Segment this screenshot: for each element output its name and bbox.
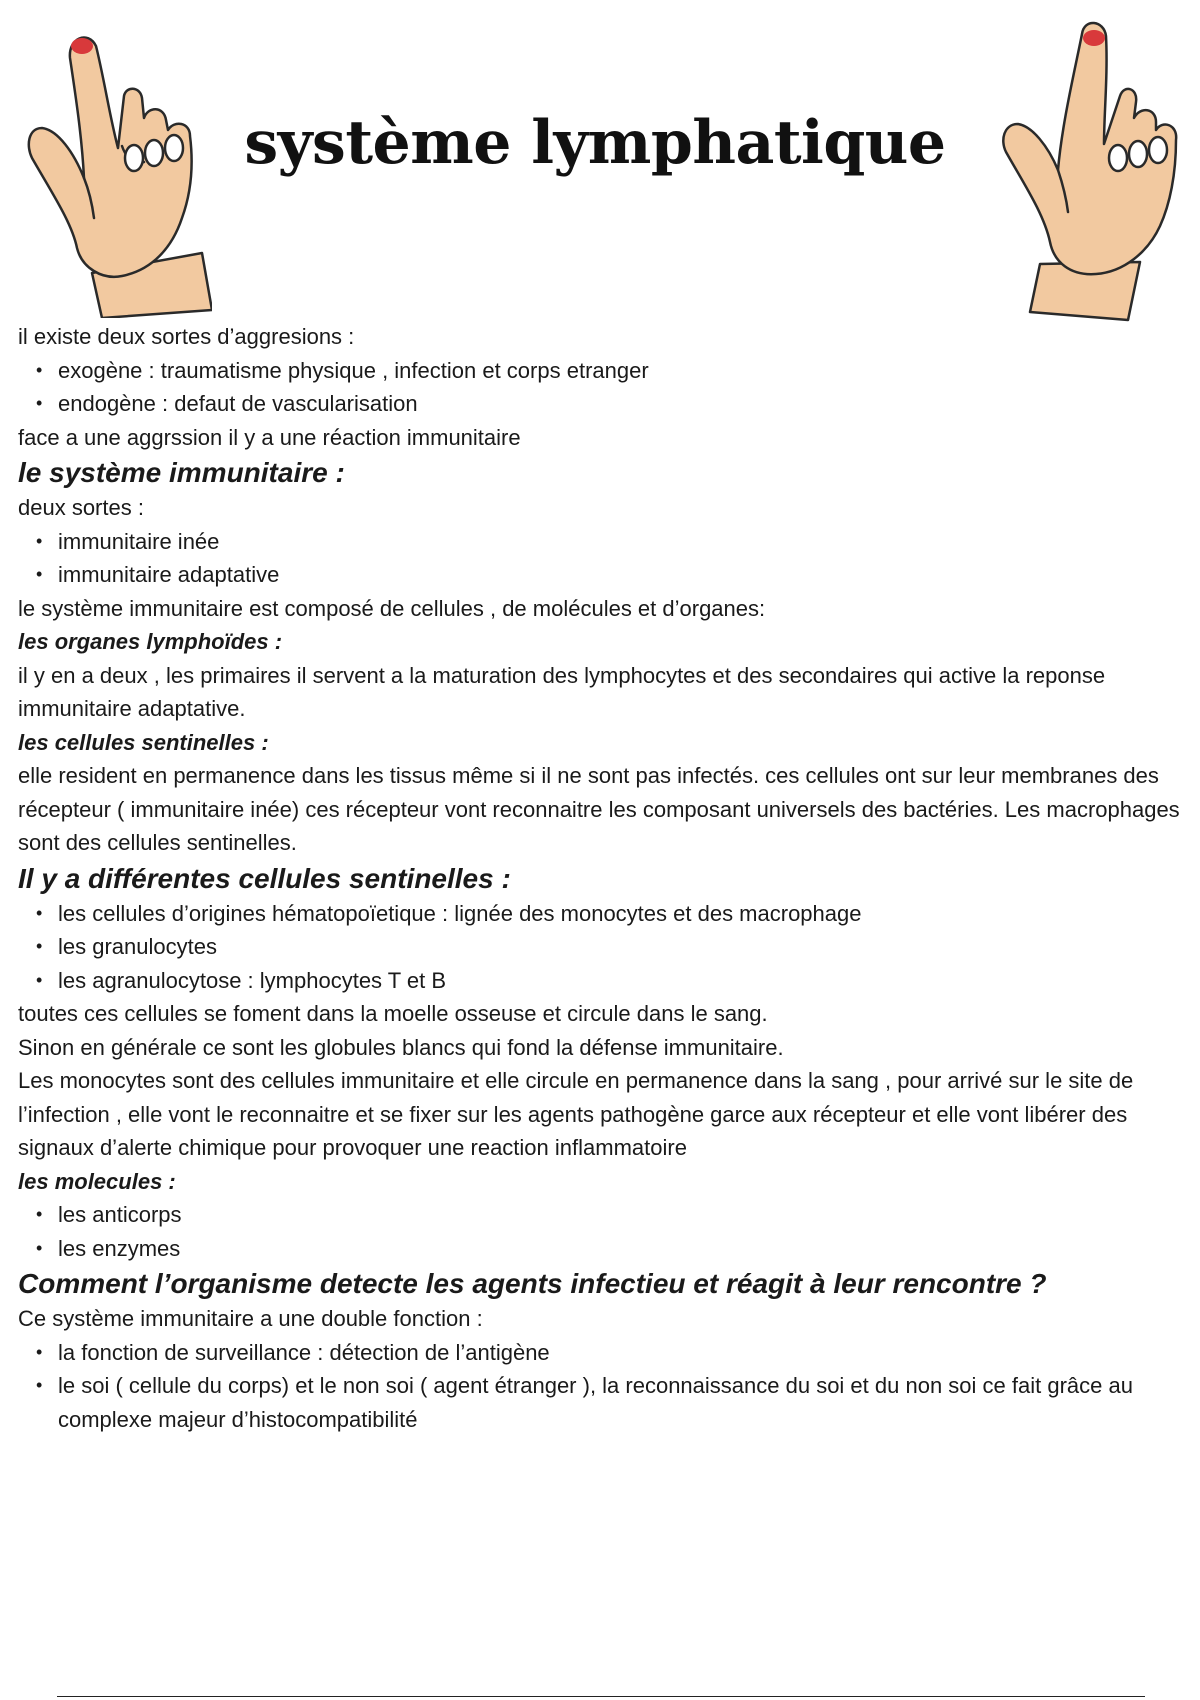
heading-molecules: les molecules : [18, 1168, 176, 1194]
heading-organes-lymphoides: les organes lymphoïdes : [18, 629, 283, 654]
immunitaire-text: deux sortes : [18, 495, 144, 520]
sentinelles-text: elle resident en permanence dans les tissus même si il ne sont pas infectés. ces cellules ont sur leur membranes des récepteur ( immunitaire inée) ces récepteur vont reconnaitre les composant universels des bactéries. Les macrophages sont des cellules sentinelles. [18, 763, 1180, 855]
fonction-list [18, 1336, 1183, 1437]
cellules-paragraph-1: toutes ces cellules se foment dans la moelle osseuse et circule dans le sang. [18, 1001, 768, 1026]
list-item: • immunitaire adaptative [58, 558, 1183, 592]
heading-differentes-cellules: Il y a différentes cellules sentinelles : [18, 862, 511, 894]
list-item: • les anticorps [58, 1198, 1183, 1232]
list-item: • exogène : traumatisme physique , infection et corps etranger [58, 354, 1183, 388]
intro-text: il existe deux sortes d’aggresions : [18, 324, 355, 349]
fingernail-red-icon [71, 38, 93, 54]
fingernail-red-icon [1083, 30, 1105, 46]
intro-after-text: face a une aggrssion il y a une réaction immunitaire [18, 424, 521, 450]
list-item: • les agranulocytose : lymphocytes T et B [58, 964, 1183, 998]
list-item: • la fonction de surveillance : détection de l’antigène [58, 1336, 1183, 1370]
heading-systeme-immunitaire: le système immunitaire : [18, 457, 345, 488]
cellules-list [18, 897, 1183, 998]
cellules-paragraph-2: Sinon en générale ce sont les globules blancs qui fond la défense immunitaire. [18, 1034, 784, 1060]
immunitaire-after-text: le système immunitaire est composé de cellules , de molécules et d’organes: [18, 595, 766, 621]
heading-cellules-sentinelles: les cellules sentinelles : [18, 729, 269, 755]
pointing-hand-right-illustration [1000, 14, 1190, 324]
list-item: • les enzymes [58, 1232, 1183, 1266]
list-item: • immunitaire inée [58, 525, 1183, 559]
document-body [18, 320, 1183, 1436]
heading-question: Comment l’organisme detecte les agents infectieu et réagit à leur rencontre ? [18, 1268, 1047, 1299]
footer-divider [57, 1696, 1145, 1697]
list-item: • le soi ( cellule du corps) et le non soi ( agent étranger ), la reconnaissance du soi et du non soi ce fait grâce au complexe majeur d’histocompatibilité [58, 1369, 1183, 1436]
page-title: système lymphatique [244, 108, 946, 178]
cellules-paragraph-3: Les monocytes sont des cellules immunitaire et elle circule en permanence dans la sang , pour arrivé sur le site de l’infection , elle vont le reconnaitre et se fixer sur les agents pathogène garce aux récepteur et elle vont libérer des signaux d’alerte chimique pour provoquer une reaction inflammatoire [18, 1068, 1134, 1160]
list-item: • endogène : defaut de vascularisation [58, 387, 1183, 421]
molecules-list [18, 1198, 1183, 1265]
aggression-list [18, 354, 1183, 421]
list-item: • les cellules d’origines hématopoïetique : lignée des monocytes et des macrophage [58, 897, 1183, 931]
list-item: • les granulocytes [58, 930, 1183, 964]
organes-text: il y en a deux , les primaires il servent a la maturation des lymphocytes et des secondaires qui active la reponse immunitaire adaptative. [18, 662, 1106, 721]
question-text: Ce système immunitaire a une double fonction : [18, 1306, 483, 1331]
immunitaire-list [18, 525, 1183, 592]
